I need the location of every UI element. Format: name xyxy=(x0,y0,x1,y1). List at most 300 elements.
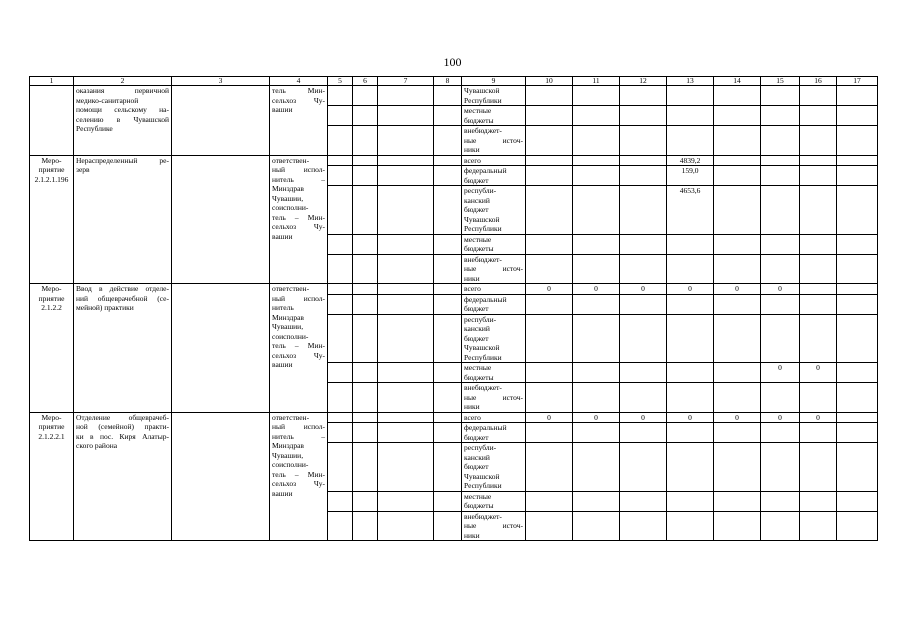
text-line: помощи сельскому на- xyxy=(76,105,169,114)
value-cell xyxy=(761,166,800,186)
value-cell xyxy=(573,155,620,166)
text-line: канский xyxy=(464,452,490,462)
column-header: 10 xyxy=(526,77,573,86)
empty-cell xyxy=(328,363,353,383)
empty-cell xyxy=(434,234,462,254)
text-line: сельхоз Чу- xyxy=(272,350,325,360)
value-cell xyxy=(714,511,761,541)
text-line: 2.1.2.2 xyxy=(41,303,62,312)
value-cell xyxy=(837,383,878,413)
text-line: внебюджет- xyxy=(464,383,502,392)
value-cell xyxy=(837,491,878,511)
empty-cell xyxy=(353,86,378,106)
text-line: ского района xyxy=(76,441,118,450)
empty-cell xyxy=(378,383,434,413)
value-cell xyxy=(526,86,573,106)
empty-cell xyxy=(328,443,353,492)
measure-name-cell xyxy=(74,86,172,156)
value-cell xyxy=(620,294,667,314)
text-line: тель – Мин- xyxy=(272,212,325,222)
value-cell xyxy=(800,126,837,156)
text-line: федеральный xyxy=(464,423,507,432)
empty-cell xyxy=(172,86,270,156)
empty-cell xyxy=(434,412,462,423)
value-cell xyxy=(837,186,878,235)
empty-cell xyxy=(434,491,462,511)
value-cell xyxy=(837,314,878,363)
empty-cell xyxy=(434,254,462,284)
text-line: приятие xyxy=(38,293,65,303)
text-line: ки в пос. Киря Алатыр- xyxy=(76,431,169,441)
value-cell xyxy=(800,284,837,295)
value-cell xyxy=(526,254,573,284)
value-cell xyxy=(620,254,667,284)
empty-cell xyxy=(378,155,434,166)
table-row xyxy=(30,284,878,295)
column-header: 5 xyxy=(328,77,353,86)
empty-cell xyxy=(353,106,378,126)
text-line: Республики xyxy=(464,224,502,233)
value-cell xyxy=(667,86,714,106)
value-cell xyxy=(526,155,573,166)
value-cell xyxy=(714,383,761,413)
text-line: Чувашской xyxy=(464,86,500,95)
value-cell: 0 xyxy=(800,363,837,383)
text-line: ответствен- xyxy=(272,412,310,422)
text-line: мейной) практики xyxy=(76,303,134,312)
text-line: Чувашии, xyxy=(272,193,304,203)
value-cell xyxy=(573,254,620,284)
value-cell xyxy=(526,186,573,235)
column-header: 6 xyxy=(353,77,378,86)
empty-cell xyxy=(353,166,378,186)
value-cell xyxy=(667,126,714,156)
value-cell xyxy=(837,294,878,314)
value-cell xyxy=(837,106,878,126)
value-cell xyxy=(714,443,761,492)
value-cell: 0 xyxy=(526,412,573,423)
text-line: вашии xyxy=(272,231,293,241)
value-cell: 159,0 xyxy=(667,166,714,186)
value-cell xyxy=(714,491,761,511)
value-cell xyxy=(620,106,667,126)
value-cell: 0 xyxy=(573,412,620,423)
value-cell xyxy=(620,511,667,541)
column-header: 12 xyxy=(620,77,667,86)
value-cell: 4653,6 xyxy=(667,186,714,235)
text-line: вашии xyxy=(272,488,293,498)
value-cell: 0 xyxy=(526,284,573,295)
value-cell xyxy=(800,443,837,492)
value-cell xyxy=(573,383,620,413)
table-row xyxy=(30,412,878,423)
empty-cell xyxy=(353,254,378,284)
text-line: Чувашской xyxy=(464,214,500,224)
empty-cell xyxy=(434,186,462,235)
value-cell xyxy=(800,166,837,186)
text-line: ный испол- xyxy=(272,165,325,174)
text-line: ответствен- xyxy=(272,284,310,293)
text-line: Ввод в действие отделе- xyxy=(76,284,169,293)
value-cell xyxy=(667,363,714,383)
value-cell xyxy=(837,166,878,186)
text-line: зерв xyxy=(76,165,90,174)
value-cell xyxy=(667,383,714,413)
empty-cell xyxy=(328,155,353,166)
value-cell xyxy=(620,423,667,443)
value-cell: 0 xyxy=(620,284,667,295)
value-cell: 4839,2 xyxy=(667,155,714,166)
text-line: бюджет xyxy=(464,432,489,442)
funding-source-cell xyxy=(462,234,526,254)
empty-cell xyxy=(434,383,462,413)
text-line: всего xyxy=(464,155,481,165)
text-line: сельхоз Чу- xyxy=(272,95,325,105)
value-cell xyxy=(837,126,878,156)
funding-source-cell xyxy=(462,284,526,295)
value-cell xyxy=(573,443,620,492)
value-cell xyxy=(620,166,667,186)
empty-cell xyxy=(378,412,434,423)
value-cell xyxy=(667,254,714,284)
value-cell: 0 xyxy=(761,412,800,423)
empty-cell xyxy=(328,284,353,295)
text-line: селению в Чувашской xyxy=(76,114,169,124)
text-line: местные xyxy=(464,491,492,501)
empty-cell xyxy=(172,284,270,413)
value-cell xyxy=(761,294,800,314)
text-line: Чувашии, xyxy=(272,450,304,460)
text-line: федеральный xyxy=(464,294,507,304)
value-cell xyxy=(667,443,714,492)
value-cell xyxy=(800,491,837,511)
value-cell xyxy=(667,423,714,443)
empty-cell xyxy=(328,511,353,541)
text-line: республи- xyxy=(464,186,497,195)
empty-cell xyxy=(328,383,353,413)
text-line: ный испол- xyxy=(272,422,325,431)
text-line: Республики xyxy=(464,95,502,105)
value-cell: 0 xyxy=(620,412,667,423)
funding-source-cell xyxy=(462,491,526,511)
value-cell xyxy=(667,511,714,541)
empty-cell xyxy=(434,106,462,126)
value-cell xyxy=(620,443,667,492)
column-header: 1 xyxy=(30,77,74,86)
funding-source-cell xyxy=(462,106,526,126)
value-cell xyxy=(800,383,837,413)
text-line: приятие xyxy=(38,165,65,174)
text-line: ний общеврачебной (се- xyxy=(76,293,169,303)
empty-cell xyxy=(328,491,353,511)
value-cell xyxy=(714,423,761,443)
value-cell xyxy=(837,155,878,166)
value-cell xyxy=(526,443,573,492)
text-line: ники xyxy=(464,402,480,411)
value-cell xyxy=(526,166,573,186)
text-line: ной (семейной) практи- xyxy=(76,422,169,431)
value-cell xyxy=(761,234,800,254)
text-line: Чувашии, xyxy=(272,322,304,331)
empty-cell xyxy=(353,284,378,295)
page-number: 100 xyxy=(443,55,462,69)
text-line: ные источ- xyxy=(464,392,523,402)
text-line: Минздрав xyxy=(272,184,304,193)
value-cell xyxy=(761,491,800,511)
text-line: республи- xyxy=(464,314,497,324)
empty-cell xyxy=(353,511,378,541)
value-cell xyxy=(620,314,667,363)
executor-cell xyxy=(270,284,328,413)
text-line: бюджет xyxy=(464,175,489,185)
empty-cell xyxy=(434,166,462,186)
empty-cell xyxy=(353,363,378,383)
measure-code-cell xyxy=(30,284,74,413)
text-line: Республики xyxy=(464,481,502,490)
text-line: Меро- xyxy=(41,155,62,165)
text-line: канский xyxy=(464,324,490,333)
measure-name-cell xyxy=(74,284,172,413)
empty-cell xyxy=(378,511,434,541)
value-cell: 0 xyxy=(714,284,761,295)
value-cell xyxy=(800,314,837,363)
text-line: Чувашской xyxy=(464,471,500,481)
text-line: бюджет xyxy=(464,304,489,313)
value-cell xyxy=(714,86,761,106)
empty-cell xyxy=(434,443,462,492)
text-line: ответствен- xyxy=(272,155,310,165)
value-cell xyxy=(526,314,573,363)
value-cell xyxy=(761,383,800,413)
value-cell xyxy=(714,314,761,363)
value-cell xyxy=(526,363,573,383)
empty-cell xyxy=(353,383,378,413)
value-cell xyxy=(714,234,761,254)
funding-source-cell xyxy=(462,155,526,166)
value-cell: 0 xyxy=(714,412,761,423)
column-header: 11 xyxy=(573,77,620,86)
empty-cell xyxy=(378,443,434,492)
value-cell xyxy=(667,294,714,314)
text-line: оказания первичной xyxy=(76,86,169,95)
value-cell xyxy=(573,491,620,511)
empty-cell xyxy=(353,234,378,254)
value-cell xyxy=(573,423,620,443)
column-header-row xyxy=(30,77,878,86)
value-cell xyxy=(526,234,573,254)
text-line: бюджеты xyxy=(464,372,494,382)
text-line: тель – Мин- xyxy=(272,469,325,479)
value-cell xyxy=(620,234,667,254)
value-cell xyxy=(714,186,761,235)
empty-cell xyxy=(434,363,462,383)
empty-cell xyxy=(434,155,462,166)
empty-cell xyxy=(434,86,462,106)
empty-cell xyxy=(353,491,378,511)
text-line: местные xyxy=(464,106,492,115)
column-header: 14 xyxy=(714,77,761,86)
funding-source-cell xyxy=(462,126,526,156)
value-cell: 0 xyxy=(667,284,714,295)
empty-cell xyxy=(378,86,434,106)
empty-cell xyxy=(378,491,434,511)
text-line: бюджет xyxy=(464,205,489,214)
column-header: 3 xyxy=(172,77,270,86)
text-line: бюджеты xyxy=(464,501,494,510)
text-line: местные xyxy=(464,234,492,244)
text-line: ные источ- xyxy=(464,521,523,530)
text-line: бюджеты xyxy=(464,244,494,253)
text-line: Минздрав xyxy=(272,441,304,450)
value-cell xyxy=(837,511,878,541)
text-line: внебюджет- xyxy=(464,511,502,521)
empty-cell xyxy=(353,314,378,363)
text-line: Меро- xyxy=(41,412,62,422)
value-cell xyxy=(714,155,761,166)
funding-source-cell xyxy=(462,294,526,314)
empty-cell xyxy=(328,86,353,106)
value-cell xyxy=(761,106,800,126)
empty-cell xyxy=(328,186,353,235)
value-cell xyxy=(837,363,878,383)
value-cell xyxy=(667,106,714,126)
funding-source-cell xyxy=(462,363,526,383)
empty-cell xyxy=(353,186,378,235)
funding-source-cell xyxy=(462,511,526,541)
value-cell xyxy=(526,126,573,156)
value-cell: 0 xyxy=(761,284,800,295)
value-cell xyxy=(800,511,837,541)
value-cell xyxy=(714,166,761,186)
value-cell xyxy=(526,106,573,126)
text-line: медико-санитарной xyxy=(76,95,139,105)
funding-source-cell xyxy=(462,423,526,443)
value-cell xyxy=(800,423,837,443)
value-cell xyxy=(837,234,878,254)
value-cell xyxy=(761,186,800,235)
empty-cell xyxy=(378,314,434,363)
empty-cell xyxy=(328,106,353,126)
empty-cell xyxy=(378,166,434,186)
empty-cell xyxy=(328,254,353,284)
value-cell xyxy=(761,86,800,106)
empty-cell xyxy=(434,314,462,363)
executor-cell xyxy=(270,86,328,156)
value-cell xyxy=(761,423,800,443)
funding-source-cell xyxy=(462,383,526,413)
text-line: сельхоз Чу- xyxy=(272,222,325,231)
measure-name-cell xyxy=(74,412,172,541)
text-line: канский xyxy=(464,195,490,205)
value-cell xyxy=(573,314,620,363)
measure-name-cell xyxy=(74,155,172,284)
empty-cell xyxy=(353,126,378,156)
text-line: ный испол- xyxy=(272,293,325,303)
program-table xyxy=(29,76,878,541)
text-line: ные источ- xyxy=(464,264,523,273)
empty-cell xyxy=(434,423,462,443)
empty-cell xyxy=(353,294,378,314)
empty-cell xyxy=(328,126,353,156)
value-cell xyxy=(837,443,878,492)
table-row xyxy=(30,86,878,106)
empty-cell xyxy=(172,155,270,284)
empty-cell xyxy=(434,284,462,295)
value-cell: 0 xyxy=(761,363,800,383)
empty-cell xyxy=(353,443,378,492)
value-cell xyxy=(714,294,761,314)
value-cell xyxy=(573,126,620,156)
text-line: Минздрав xyxy=(272,312,304,322)
value-cell xyxy=(837,423,878,443)
value-cell xyxy=(620,126,667,156)
funding-source-cell xyxy=(462,314,526,363)
funding-source-cell xyxy=(462,443,526,492)
column-header: 17 xyxy=(837,77,878,86)
value-cell xyxy=(714,106,761,126)
value-cell xyxy=(526,423,573,443)
text-line: Отделение общеврачеб- xyxy=(76,412,169,422)
value-cell xyxy=(800,294,837,314)
text-line: республи- xyxy=(464,443,497,452)
value-cell: 0 xyxy=(667,412,714,423)
value-cell xyxy=(573,363,620,383)
value-cell xyxy=(573,294,620,314)
empty-cell xyxy=(378,363,434,383)
measure-code-cell xyxy=(30,412,74,541)
text-line: вашии xyxy=(272,105,293,114)
value-cell xyxy=(837,412,878,423)
value-cell: 0 xyxy=(800,412,837,423)
empty-cell xyxy=(378,106,434,126)
value-cell xyxy=(800,86,837,106)
value-cell xyxy=(667,491,714,511)
value-cell xyxy=(761,314,800,363)
funding-source-cell xyxy=(462,166,526,186)
empty-cell xyxy=(378,294,434,314)
text-line: бюджет xyxy=(464,333,489,343)
value-cell xyxy=(761,443,800,492)
value-cell xyxy=(620,383,667,413)
value-cell xyxy=(761,155,800,166)
empty-cell xyxy=(434,294,462,314)
text-line: федеральный xyxy=(464,166,507,175)
text-line: местные xyxy=(464,363,492,372)
value-cell xyxy=(800,186,837,235)
text-line: тель Мин- xyxy=(272,86,325,95)
value-cell xyxy=(800,254,837,284)
value-cell xyxy=(714,126,761,156)
text-line: Республики xyxy=(464,352,502,362)
column-header: 4 xyxy=(270,77,328,86)
value-cell xyxy=(761,126,800,156)
empty-cell xyxy=(434,511,462,541)
text-line: всего xyxy=(464,284,481,293)
column-header: 15 xyxy=(761,77,800,86)
measure-code-cell xyxy=(30,155,74,284)
text-line: Меро- xyxy=(41,284,62,293)
text-line: нитель – xyxy=(272,174,325,184)
funding-source-cell xyxy=(462,86,526,106)
empty-cell xyxy=(378,254,434,284)
table-row xyxy=(30,155,878,166)
measure-code-cell xyxy=(30,86,74,156)
text-line: бюджет xyxy=(464,462,489,471)
value-cell xyxy=(573,106,620,126)
empty-cell xyxy=(378,423,434,443)
value-cell xyxy=(573,234,620,254)
empty-cell xyxy=(378,186,434,235)
